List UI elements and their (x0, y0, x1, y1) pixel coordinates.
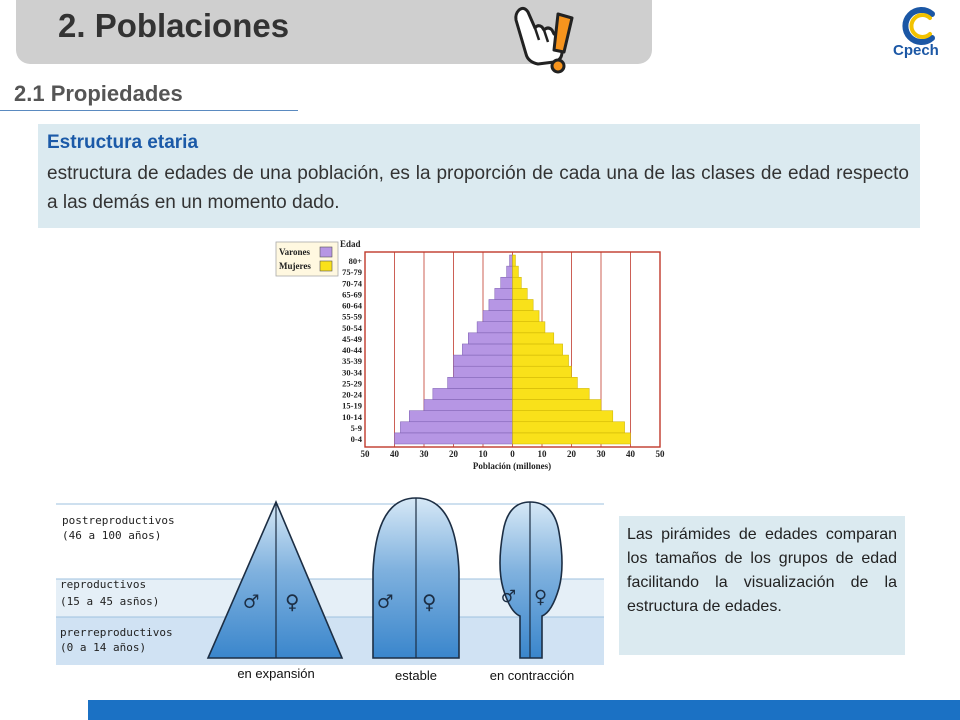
legend-swatch-mujeres (320, 261, 332, 271)
age-category-label: 5-9 (350, 422, 362, 433)
legend-swatch-varones (320, 247, 332, 257)
bar-varones (462, 344, 512, 355)
bar-mujeres (513, 433, 631, 444)
bar-varones (507, 266, 513, 277)
bar-varones (424, 400, 513, 411)
pyramid-types-diagram (56, 484, 604, 688)
definition-body: estructura de edades de una población, es la proporción de cada una de las clases de edad respecto a las demás en un momento dado. (47, 163, 909, 213)
x-tick-label: 20 (449, 449, 458, 459)
logo-text: Cpech (893, 42, 939, 59)
x-tick-label: 10 (478, 449, 488, 459)
stable-pyramid-shape (373, 498, 459, 658)
band-prereproductive-range: (0 a 14 años) (60, 641, 147, 654)
age-category-label: 35-39 (342, 356, 362, 367)
bar-varones (510, 255, 513, 266)
x-tick-label: 10 (537, 449, 547, 459)
x-tick-label: 30 (596, 449, 606, 459)
age-category-label: 40-44 (342, 345, 362, 356)
bar-varones (433, 388, 513, 399)
x-axis-label: Población (millones) (472, 461, 552, 471)
female-symbol-icon: ♀ (534, 585, 548, 610)
x-tick-label: 40 (626, 449, 635, 459)
page-title: 2. Poblaciones (58, 7, 290, 44)
x-tick-labels (361, 449, 666, 459)
bar-mujeres (513, 411, 613, 422)
bar-varones (400, 422, 512, 433)
bar-varones (409, 411, 512, 422)
male-symbol-icon: ♂ (378, 588, 393, 616)
definition-title: Estructura etaria (47, 132, 199, 153)
stable-label: estable (395, 668, 437, 683)
bar-varones (495, 288, 513, 299)
expansion-label: en expansión (237, 666, 315, 681)
age-pyramid-chart (270, 234, 670, 476)
bar-varones (454, 355, 513, 366)
age-category-label: 75-79 (342, 267, 362, 278)
contraction-label: en contracción (489, 668, 575, 683)
bar-mujeres (513, 322, 545, 333)
band-prereproductive-label: prerreproductivos (60, 626, 173, 639)
bar-mujeres (513, 422, 625, 433)
age-category-label: 50-54 (342, 322, 362, 333)
x-tick-label: 30 (419, 449, 429, 459)
age-category-label: 65-69 (342, 289, 362, 300)
age-category-label: 60-64 (342, 300, 362, 311)
bar-varones (454, 366, 513, 377)
bar-mujeres (513, 388, 590, 399)
bar-varones (448, 377, 513, 388)
bar-mujeres (513, 355, 569, 366)
bar-mujeres (513, 266, 519, 277)
bar-mujeres (513, 288, 528, 299)
male-symbol-icon: ♂ (502, 585, 516, 610)
x-tick-label: 50 (655, 449, 665, 459)
bar-mujeres (513, 333, 554, 344)
band-reproductive-label: reproductivos (60, 578, 147, 591)
male-symbol-icon: ♂ (244, 588, 259, 616)
age-category-label: 55-59 (342, 311, 362, 322)
bar-mujeres (513, 344, 563, 355)
legend-label-varones: Varones (279, 247, 311, 257)
bar-varones (468, 333, 512, 344)
age-category-label: 30-34 (342, 367, 362, 378)
bar-varones (501, 277, 513, 288)
bar-mujeres (513, 311, 540, 322)
x-tick-label: 40 (390, 449, 399, 459)
bar-mujeres (513, 366, 572, 377)
x-tick-label: 20 (567, 449, 576, 459)
definition-box (38, 124, 920, 228)
bar-mujeres (513, 377, 578, 388)
female-symbol-icon: ♀ (285, 588, 300, 616)
x-tick-label: 0 (510, 449, 515, 459)
age-category-label: 20-24 (342, 389, 362, 400)
x-tick-label: 50 (360, 449, 370, 459)
bar-varones (395, 433, 513, 444)
band-reproductive-range: (15 a 45 asños) (60, 595, 160, 608)
bar-mujeres (513, 277, 522, 288)
chart-bars (395, 255, 631, 444)
section-subtitle: 2.1 Propiedades (14, 81, 183, 106)
footer-bar (88, 700, 960, 720)
bar-mujeres (513, 299, 534, 310)
age-category-label: 45-49 (342, 333, 362, 344)
age-axis-label: Edad (340, 239, 361, 249)
female-symbol-icon: ♀ (422, 588, 437, 616)
bar-varones (483, 311, 513, 322)
age-category-label: 25-29 (342, 378, 362, 389)
pointing-hand-icon (508, 6, 578, 82)
note-box (619, 516, 905, 655)
band-postreproductive-range: (46 a 100 años) (62, 529, 162, 542)
age-category-label: 10-14 (342, 411, 362, 422)
age-category-labels (342, 256, 363, 444)
bar-mujeres (513, 255, 516, 266)
bar-varones (477, 322, 512, 333)
chart-legend (276, 242, 338, 276)
age-category-label: 0-4 (350, 434, 362, 444)
bar-varones (489, 299, 513, 310)
bar-mujeres (513, 400, 602, 411)
legend-label-mujeres: Mujeres (279, 261, 311, 271)
age-category-label: 70-74 (342, 278, 362, 289)
subtitle-underline (0, 110, 298, 111)
note-text: Las pirámides de edades comparan los tamaños de los grupos de edad facilitando la visualización de la estructura de edades. (627, 526, 897, 615)
age-category-label: 80+ (348, 256, 362, 267)
age-category-label: 15-19 (342, 400, 362, 411)
band-postreproductive-label: postreproductivos (62, 514, 175, 527)
